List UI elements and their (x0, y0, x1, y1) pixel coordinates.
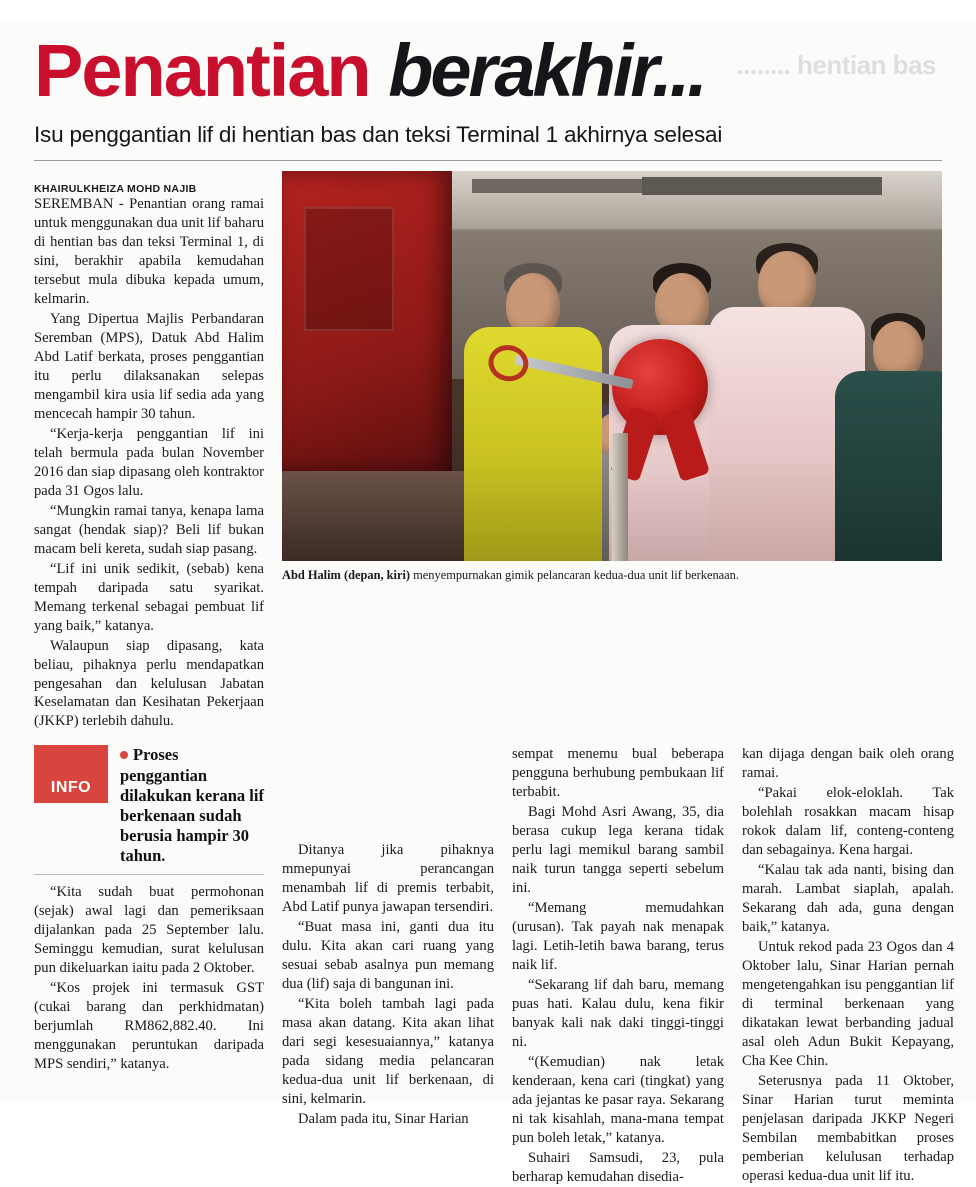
photo-caption (282, 568, 942, 584)
newspaper-page (0, 22, 976, 1185)
paragraph: Seterusnya pada 11 Oktober, Sinar Harian turut meminta penjelasan daripada JKKP Negeri Sembilan membabitkan proses pemberian kelulusan terhadap operasi kedua-dua unit lif itu. (742, 1072, 954, 1184)
paragraph: Suhairi Samsudi, 23, pula berharap kemudahan disedia- (512, 1149, 724, 1185)
photo-caption-subject: Abd Halim (depan, kiri) (282, 568, 411, 583)
column-4 (742, 745, 954, 1186)
paragraph: “Memang memudahkan (urusan). Tak payah nak menapak lagi. Letih-letih bawa barang, terus naik lif. (512, 900, 724, 974)
byline: KHAIRULKHEIZA MOHD NAJIB (34, 183, 197, 196)
paragraph: “Buat masa ini, ganti dua itu dulu. Kita akan cari ruang yang sesuai sebab asalnya pun memang dua (lif) saja di bangunan ini. (282, 919, 494, 993)
info-badge-label: INFO (50, 779, 92, 797)
info-text-wrap (120, 745, 264, 866)
lead-column (34, 171, 264, 731)
columns-section (34, 745, 954, 1186)
paragraph: “Kos projek ini termasuk GST (cukai barang dan perkhidmatan) berjumlah RM862,882.40. Ini menggunakan peruntukan daripada MPS sendiri,” katanya. (34, 980, 264, 1072)
paragraph (282, 1110, 494, 1129)
paragraph: “Kalau tak ada nanti, bising dan marah. Lambat siaplah, apalah. Sekarang dah ada, guna dengan baik,” katanya. (742, 862, 954, 936)
photo-caption-text: menyempurnakan gimik pelancaran kedua-dua unit lif berkenaan. (410, 568, 739, 583)
info-text: Proses penggantian dilakukan kerana lif berkenaan sudah berusia hampir 30 tahun. (120, 745, 264, 866)
photo-red-panel (282, 171, 452, 471)
paragraph: kan dijaga dengan baik oleh orang ramai. (742, 746, 954, 782)
paragraph: Ditanya jika pihaknya mmepunyai perancangan menambah lif di premis terbabit, Abd Latif punya jawapan tersendiri. (282, 842, 494, 916)
column-2 (282, 745, 494, 1186)
article-photo (282, 171, 942, 561)
paragraph: “Pakai elok-eloklah. Tak bolehlah rosakkan macam hisap rokok dalam lif, conteng-conteng dan sebagainya. Kena hargai. (742, 785, 954, 859)
paragraph: “Lif ini unik sedikit, (sebab) kena tempah daripada satu syarikat. Memang terkenal sebagai pembuat lif yang baik,” katanya. (34, 560, 264, 634)
photo-block (282, 171, 942, 731)
paragraph: “(Kemudian) nak letak kenderaan, kena cari (tingkat) yang ada jejantas ke pasar raya. Sekarang ni tak kisahlah, mana-mana tempat pun boleh letak,” katanya. (512, 1053, 724, 1146)
column-3 (512, 745, 724, 1186)
headline-part-black: berakhir... (388, 29, 705, 112)
info-divider (34, 874, 264, 875)
paragraph: “Kita boleh tambah lagi pada masa akan datang. Kita akan lihat dari segi kesesuaiannya,” katanya pada sidang media pelancaran kedua-dua unit lif berkenaan, di sini, kelmarin. (282, 996, 494, 1108)
info-badge (34, 745, 108, 803)
top-section (34, 171, 942, 731)
paragraph: “Kerja-kerja penggantian lif ini telah bermula pada bulan November 2016 dan siap dipasang oleh kontraktor pada 31 Ogos lalu. (34, 425, 264, 499)
page-title (34, 22, 942, 112)
paragraph: Bagi Mohd Asri Awang, 35, dia berasa cukup lega kerana tidak perlu lagi memikul barang sambil naik turun tangga seperti sebelum ini. (512, 804, 724, 897)
info-box (34, 745, 264, 866)
photo-person-main (838, 311, 942, 561)
photo-person-main (468, 261, 598, 561)
headline-part-red: Penantian (34, 29, 370, 112)
paragraph: “Sekarang lif dah baru, memang puas hati. Kalau dulu, kena fikir banyak kali nak daki tinggi-tinggi ni. (512, 977, 724, 1050)
paragraph: Untuk rekod pada 23 Ogos dan 4 Oktober lalu, Sinar Harian pernah mengetengahkan isu penggantian lif di terminal berkenaan yang dikatakan lewat berbanding jadual asal oleh Adun Bukit Kepayang, Cha Kee Chin. (742, 939, 954, 1069)
photo-ceiling (432, 171, 942, 231)
header-divider (34, 160, 942, 161)
paragraph: sempat menemu bual beberapa pengguna berhubung pembukaan lif terbabit. (512, 746, 724, 801)
bullet-icon (120, 751, 128, 759)
paragraph: SEREMBAN - Penantian orang ramai untuk menggunakan dua unit lif baharu di hentian bas dan teksi Terminal 1, di sini, berakhir apabila kemudahan tersebut mula dibuka kepada umum, kelmarin. (34, 196, 264, 308)
watermark-text: ........ hentian bas (736, 50, 936, 80)
photo-stand (612, 433, 628, 561)
subheadline: Isu penggantian lif di hentian bas dan teksi Terminal 1 akhirnya selesai (34, 122, 723, 148)
paragraph-text: Dalam pada itu, Sinar Harian (298, 1110, 469, 1127)
paragraph: Yang Dipertua Majlis Perbandaran Seremban (MPS), Datuk Abd Halim Abd Latif berkata, proses penggantian itu perlu dilaksanakan selepas mengambil kira usia lif sedia ada yang mencecah hampir 30 tahun. (34, 311, 264, 422)
paragraph: Walaupun siap dipasang, kata beliau, pihaknya perlu mendapatkan pengesahan dan kelulusan Jabatan Keselamatan dan Kesihatan Pekerjaan (JKKP) terlebih dahulu. (34, 637, 264, 730)
column-1 (34, 745, 264, 1186)
paragraph: “Kita sudah buat permohonan (sejak) awal lagi dan pemeriksaan dijalankan pada 25 September lalu. Seminggu kemudian, surat kelulusan pun dikeluarkan iaitu pada 2 Oktober. (34, 884, 264, 977)
paragraph: “Mungkin ramai tanya, kenapa lama sangat (hendak siap)? Beli lif bukan macam beli kereta, sudah siap pasang. (34, 502, 264, 557)
